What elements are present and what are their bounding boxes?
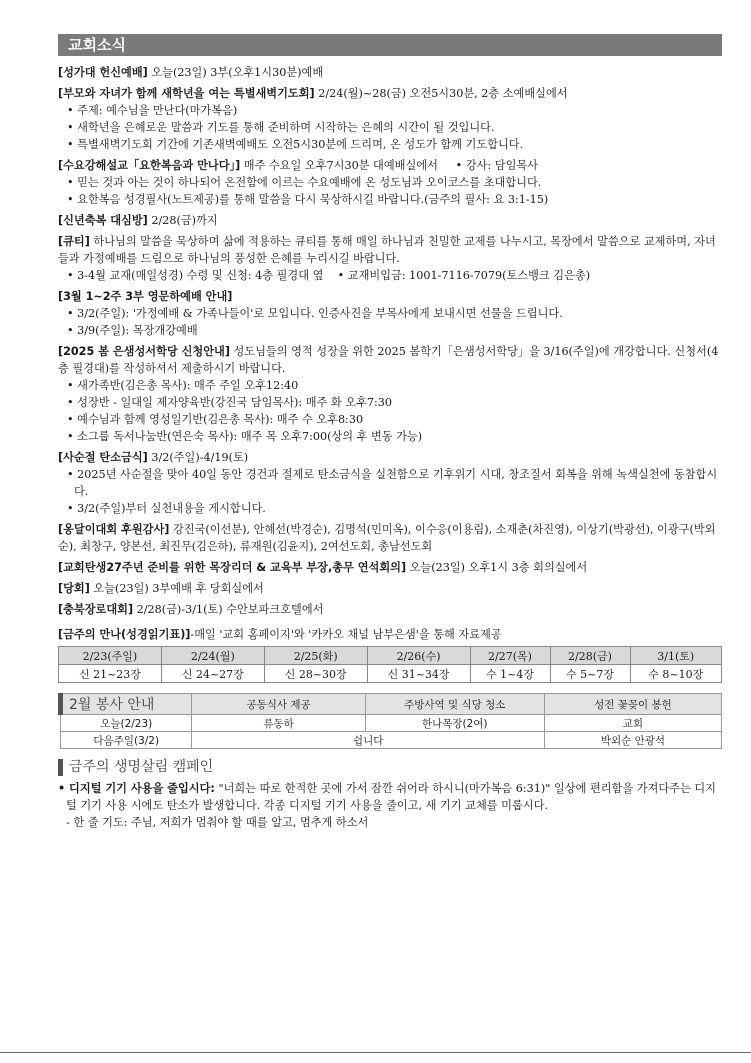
reading-chapter: 신 31~34장 [367, 665, 470, 683]
item-text: 매주 수요일 오후7시30분 대예배실에서 • 강사: 담임목사 [240, 159, 538, 172]
reading-date: 2/27(목) [470, 647, 550, 665]
reading-heading: [금주의 만나(성경읽기표)] [58, 628, 191, 641]
item-heading: [3월 1~2주 3부 영문하예배 안내] [58, 290, 233, 303]
item-bullet: • 성장반 - 일대일 제자양육반(강진국 담임목사): 매주 화 오후7:30 [67, 396, 393, 409]
service-col-header: 주방사역 및 식당 청소 [365, 694, 544, 715]
item-heading: [성가대 헌신예배] [58, 66, 148, 79]
item-bullet: • 3-4월 교재(매일성경) 수령 및 신청: 4층 필경대 옆 • 교재비입금: 1001-7116-7079(토스뱅크 김은총) [67, 269, 591, 282]
reading-chapter: 수 5~7장 [550, 665, 630, 683]
section-title: 교회소식 [58, 34, 722, 56]
news-item [58, 580, 722, 597]
reading-date: 2/25(화) [264, 647, 367, 665]
item-text: 오늘(23일) 오후1시 3층 회의실에서 [406, 561, 588, 574]
reading-date: 2/23(주일) [59, 647, 162, 665]
news-items [58, 64, 722, 618]
service-row-label: 다음주일(3/2) [61, 732, 192, 749]
item-bullet: • 새가족반(김은총 목사): 매주 주일 오후12:40 [67, 379, 299, 392]
reading-chapter-row [59, 665, 722, 683]
item-bullet: • 특별새벽기도회 기간에 기존새벽예배도 오전5시30분에 드리며, 온 성도가 함께 기도합니다. [67, 138, 524, 151]
item-text: 2/28(금)까지 [147, 214, 218, 227]
item-bullet: • 2025년 사순절을 맞아 40일 동안 경건과 절제로 탄소금식을 실천함으로 기후위기 시대, 창조질서 회복을 위해 녹색실천에 동참합시다. [67, 468, 718, 498]
news-item [58, 288, 722, 339]
service-table [58, 693, 722, 749]
reading-date: 2/24(월) [161, 647, 264, 665]
reading-date: 3/1(토) [630, 647, 722, 665]
item-text: 성도님들의 영적 성장을 위한 2025 봄학기「은샘성서학당」을 3/16(주일)에 개강합니다. 신청서(4층 필경대)를 작성하셔서 제출하시기 바랍니다. [58, 345, 719, 375]
reading-chapter: 신 28~30장 [264, 665, 367, 683]
campaign-title: 금주의 생명살림 캠페인 [58, 759, 722, 776]
item-heading: [2025 봄 은샘성서학당 신청안내] [58, 345, 230, 358]
service-cell: 한나목장(2여) [365, 715, 544, 732]
item-heading: [당회] [58, 582, 90, 595]
item-bullet: • 예수님과 함께 영성일기반(김은총 목사): 매주 수 오후8:30 [67, 413, 364, 426]
service-cell: 교회 [544, 715, 721, 732]
reading-chapter: 신 21~23장 [59, 665, 162, 683]
reading-chapter: 신 24~27장 [161, 665, 264, 683]
reading-table [58, 646, 722, 683]
service-cell: 쉽니다 [192, 732, 544, 749]
campaign-text-block [58, 780, 722, 814]
item-text: 강진국(이선분), 안혜선(박경순), 김명석(민미옥), 이수응(이용림), 소재춘(차진영), 이상기(박광선), 이광구(박외순), 최창구, 양본선, 최진무(김은하), 류재원(김윤지), 2여선도회, 총남선도회 [58, 523, 716, 553]
news-item [58, 64, 722, 81]
news-item [58, 521, 722, 555]
item-text: 2/24(월)~28(금) 오전5시30분, 2층 소예배실에서 [314, 87, 568, 100]
item-text: 오늘(23일) 3부(오후1시30분)예배 [147, 66, 324, 79]
item-bullet: • 주제: 예수님을 만난다(마가복음) [67, 104, 238, 117]
item-heading: [부모와 자녀가 함께 새학년을 여는 특별새벽기도회] [58, 87, 315, 100]
service-col-header: 공동식사 제공 [192, 694, 365, 715]
item-bullet: • 3/2(주일): '가정예배 & 가족나들이'로 모입니다. 인증사진을 부목사에게 보내시면 선물을 드립니다. [67, 307, 563, 320]
news-item [58, 85, 722, 153]
item-heading: [큐티] [58, 235, 90, 248]
news-item [58, 559, 722, 576]
reading-date-row [59, 647, 722, 665]
church-news-page [58, 34, 722, 831]
reading-date: 2/26(수) [367, 647, 470, 665]
item-heading: [교회탄생27주년 준비를 위한 목장리더 & 교육부 부장,총무 연석회의] [58, 561, 407, 574]
service-title: 2월 봉사 안내 [61, 694, 192, 715]
service-row [61, 732, 722, 749]
item-heading: [사순절 탄소금식] [58, 451, 148, 464]
item-bullet: • 소그룹 독서나눔반(연은숙 목사): 매주 목 오후7:00(상의 후 변동 가능) [67, 430, 423, 443]
item-text: 3/2(주일)-4/19(토) [147, 451, 249, 464]
page-divider [0, 1052, 751, 1053]
service-header-row [61, 694, 722, 715]
service-cell: 박외순 안광석 [544, 732, 721, 749]
news-item [58, 233, 722, 284]
item-heading: [옹달이대회 후원감사] [58, 523, 170, 536]
item-text: 2/28(금)-3/1(토) 수안보파크호텔에서 [133, 603, 324, 616]
item-bullet: • 믿는 것과 아는 것이 하나되어 온전함에 이르는 수요예배에 온 성도님과 오이코스를 초대합니다. [67, 176, 542, 189]
item-bullet: • 3/2(주일)부터 실천내용을 게시합니다. [67, 502, 266, 515]
item-bullet: • 새학년을 은혜로운 말씀과 기도를 통해 준비하며 시작하는 은혜의 시간이 될 것입니다. [67, 121, 495, 134]
service-cell: 류동하 [192, 715, 365, 732]
reading-chapter: 수 8~10장 [630, 665, 722, 683]
reading-text: -매일 '교회 홈페이지'와 '카카오 채널 남부은샘'을 통해 자료제공 [190, 628, 502, 641]
news-item [58, 343, 722, 445]
service-section [58, 693, 722, 749]
service-col-header: 성전 꽃꽂이 봉헌 [544, 694, 721, 715]
campaign-heading: • 디지털 기기 사용을 줄입시다: [58, 782, 215, 795]
reading-date: 2/28(금) [550, 647, 630, 665]
news-item [58, 157, 722, 208]
campaign-text: "너희는 따로 한적한 곳에 가서 잠깐 쉬어라 하시니(마가복음 6:31)" 일상에 편리함을 가져다주는 디지털 기기 사용 시에도 탄소가 발생합니다. 각종 디지털 기기 사용을 줄이고, 새 기기 교체를 미룹시다. [66, 782, 716, 812]
item-text: 오늘(23일) 3부예배 후 당회실에서 [89, 582, 264, 595]
news-item [58, 449, 722, 517]
item-text: 하나님의 말씀을 묵상하며 삶에 적용하는 큐티를 통해 매일 하나님과 친밀한 교제를 나누시고, 목장에서 말씀으로 교제하며, 자녀들과 가정예배를 드림으로 하나님의 풍성한 은혜를 누리시길 바랍니다. [58, 235, 716, 265]
campaign-prayer: - 한 줄 기도: 주님, 저희가 멈춰야 할 때를 알고, 멈추게 하소서 [66, 816, 369, 829]
news-item [58, 601, 722, 618]
item-bullet: • 3/9(주일): 목장개강예배 [67, 324, 198, 337]
news-item [58, 212, 722, 229]
item-bullet: • 요한복음 성경필사(노트제공)를 통해 말씀을 다시 묵상하시길 바랍니다.(금주의 필사: 요 3:1-15) [67, 193, 549, 206]
service-row [61, 715, 722, 732]
item-heading: [수요강해설교「요한복음과 만나다」] [58, 159, 241, 172]
item-heading: [충북장로대회] [58, 603, 134, 616]
reading-heading-row [58, 626, 722, 643]
reading-chapter: 수 1~4장 [470, 665, 550, 683]
item-heading: [신년축복 대심방] [58, 214, 148, 227]
service-row-label: 오늘(2/23) [61, 715, 192, 732]
